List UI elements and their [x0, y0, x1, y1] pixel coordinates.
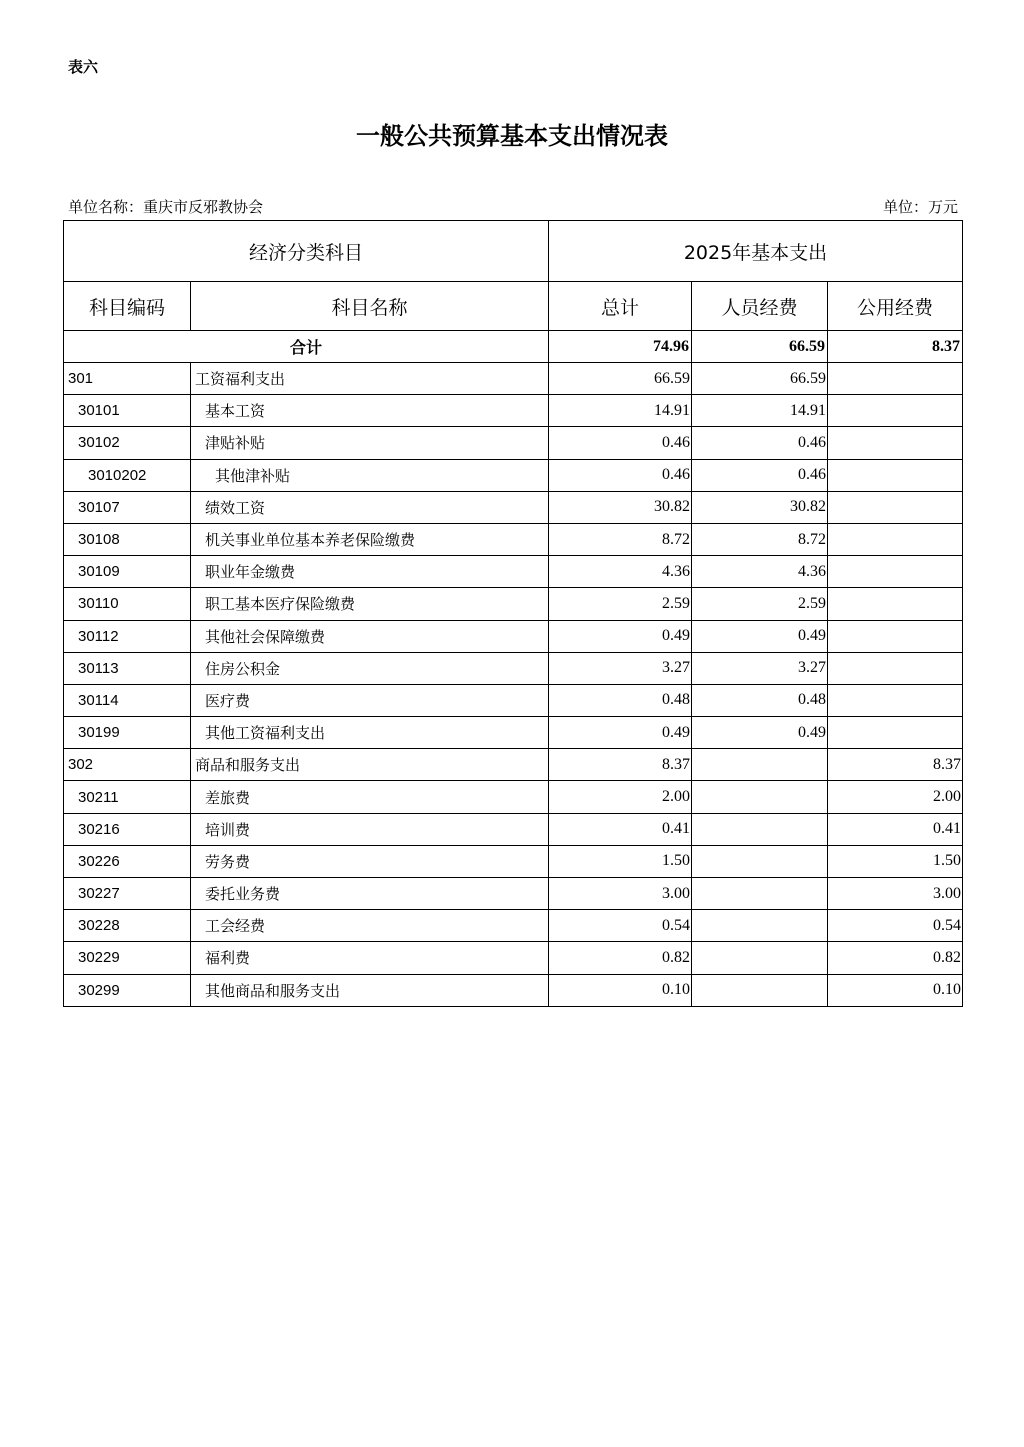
- header-basic-expenditure: 2025年基本支出: [549, 221, 963, 282]
- row-public: [828, 556, 963, 588]
- row-total: 1.50: [549, 845, 692, 877]
- row-personnel: 0.49: [692, 620, 828, 652]
- table-row: [64, 684, 963, 716]
- row-total: 8.72: [549, 523, 692, 555]
- header-code: 科目编码: [64, 282, 191, 331]
- row-total: 30.82: [549, 491, 692, 523]
- row-code: 30229: [64, 942, 191, 974]
- row-public: 3.00: [828, 878, 963, 910]
- row-code: 30109: [64, 556, 191, 588]
- row-personnel: 0.48: [692, 684, 828, 716]
- row-code: 30113: [64, 652, 191, 684]
- row-code: 30199: [64, 717, 191, 749]
- row-total: 0.46: [549, 427, 692, 459]
- total-public: 8.37: [828, 331, 963, 363]
- row-name: 机关事业单位基本养老保险缴费: [191, 523, 549, 555]
- row-total: 0.41: [549, 813, 692, 845]
- header-total: 总计: [549, 282, 692, 331]
- table-row: [64, 813, 963, 845]
- row-name: 其他社会保障缴费: [191, 620, 549, 652]
- header-columns-row: [64, 282, 963, 331]
- row-name: 其他津补贴: [191, 459, 549, 491]
- table-row: [64, 845, 963, 877]
- table-row: [64, 749, 963, 781]
- table-row: [64, 427, 963, 459]
- row-total: 0.54: [549, 910, 692, 942]
- row-name: 其他商品和服务支出: [191, 974, 549, 1006]
- row-code: 30110: [64, 588, 191, 620]
- table-row: [64, 878, 963, 910]
- row-total: 66.59: [549, 363, 692, 395]
- row-personnel: 0.46: [692, 427, 828, 459]
- row-public: [828, 427, 963, 459]
- table-row: [64, 523, 963, 555]
- row-personnel: [692, 845, 828, 877]
- row-personnel: [692, 781, 828, 813]
- row-name: 绩效工资: [191, 491, 549, 523]
- row-code: 30228: [64, 910, 191, 942]
- row-name: 住房公积金: [191, 652, 549, 684]
- row-name: 委托业务费: [191, 878, 549, 910]
- row-code: 30114: [64, 684, 191, 716]
- row-name: 基本工资: [191, 395, 549, 427]
- table-row: [64, 620, 963, 652]
- total-personnel: 66.59: [692, 331, 828, 363]
- table-row: [64, 781, 963, 813]
- row-code: 30226: [64, 845, 191, 877]
- row-total: 3.27: [549, 652, 692, 684]
- header-economic-classification: 经济分类科目: [64, 221, 549, 282]
- row-total: 8.37: [549, 749, 692, 781]
- row-code: 3010202: [64, 459, 191, 491]
- row-total: 3.00: [549, 878, 692, 910]
- row-name: 其他工资福利支出: [191, 717, 549, 749]
- page-title: 一般公共预算基本支出情况表: [356, 121, 668, 150]
- row-code: 30216: [64, 813, 191, 845]
- row-personnel: 2.59: [692, 588, 828, 620]
- unit-name: 单位名称：重庆市反邪教协会: [68, 198, 264, 216]
- row-public: [828, 459, 963, 491]
- row-name: 医疗费: [191, 684, 549, 716]
- row-personnel: [692, 942, 828, 974]
- row-personnel: [692, 974, 828, 1006]
- row-public: 8.37: [828, 749, 963, 781]
- row-total: 0.49: [549, 717, 692, 749]
- budget-table: [63, 220, 963, 1007]
- row-personnel: 66.59: [692, 363, 828, 395]
- row-public: [828, 620, 963, 652]
- table-row: [64, 910, 963, 942]
- row-total: 0.49: [549, 620, 692, 652]
- row-total: 4.36: [549, 556, 692, 588]
- row-public: [828, 523, 963, 555]
- table-row: [64, 974, 963, 1006]
- row-public: [828, 491, 963, 523]
- row-name: 劳务费: [191, 845, 549, 877]
- header-personnel: 人员经费: [692, 282, 828, 331]
- row-public: 0.54: [828, 910, 963, 942]
- table-row: [64, 588, 963, 620]
- row-personnel: [692, 813, 828, 845]
- row-public: [828, 717, 963, 749]
- row-public: 2.00: [828, 781, 963, 813]
- row-name: 差旅费: [191, 781, 549, 813]
- row-code: 30112: [64, 620, 191, 652]
- total-row: [64, 331, 963, 363]
- row-total: 0.82: [549, 942, 692, 974]
- row-personnel: 0.49: [692, 717, 828, 749]
- row-code: 30211: [64, 781, 191, 813]
- row-code: 30107: [64, 491, 191, 523]
- row-code: 30299: [64, 974, 191, 1006]
- row-name: 培训费: [191, 813, 549, 845]
- row-personnel: 4.36: [692, 556, 828, 588]
- row-personnel: 14.91: [692, 395, 828, 427]
- row-public: [828, 395, 963, 427]
- table-row: [64, 395, 963, 427]
- table-number: 表六: [68, 58, 99, 76]
- row-name: 工会经费: [191, 910, 549, 942]
- row-total: 2.00: [549, 781, 692, 813]
- row-personnel: 8.72: [692, 523, 828, 555]
- row-code: 30102: [64, 427, 191, 459]
- row-code: 30227: [64, 878, 191, 910]
- header-public: 公用经费: [828, 282, 963, 331]
- row-total: 0.10: [549, 974, 692, 1006]
- row-personnel: 0.46: [692, 459, 828, 491]
- row-public: [828, 684, 963, 716]
- unit-label: 单位：万元: [882, 198, 958, 216]
- row-name: 职工基本医疗保险缴费: [191, 588, 549, 620]
- table-row: [64, 942, 963, 974]
- total-label: 合计: [64, 331, 549, 363]
- table-row: [64, 459, 963, 491]
- row-name: 商品和服务支出: [191, 749, 549, 781]
- row-total: 0.48: [549, 684, 692, 716]
- row-code: 30101: [64, 395, 191, 427]
- row-personnel: [692, 878, 828, 910]
- header-group-row: [64, 221, 963, 282]
- row-name: 津贴补贴: [191, 427, 549, 459]
- row-total: 0.46: [549, 459, 692, 491]
- table-row: [64, 556, 963, 588]
- row-name: 工资福利支出: [191, 363, 549, 395]
- row-code: 30108: [64, 523, 191, 555]
- row-name: 职业年金缴费: [191, 556, 549, 588]
- table-row: [64, 491, 963, 523]
- row-name: 福利费: [191, 942, 549, 974]
- row-public: [828, 652, 963, 684]
- row-personnel: 3.27: [692, 652, 828, 684]
- table-row: [64, 717, 963, 749]
- table-row: [64, 363, 963, 395]
- row-public: 0.41: [828, 813, 963, 845]
- total-sum: 74.96: [549, 331, 692, 363]
- row-public: 1.50: [828, 845, 963, 877]
- row-code: 301: [64, 363, 191, 395]
- row-personnel: [692, 749, 828, 781]
- row-personnel: 30.82: [692, 491, 828, 523]
- row-public: [828, 363, 963, 395]
- row-public: [828, 588, 963, 620]
- row-public: 0.82: [828, 942, 963, 974]
- row-total: 2.59: [549, 588, 692, 620]
- header-name: 科目名称: [191, 282, 549, 331]
- row-public: 0.10: [828, 974, 963, 1006]
- table-row: [64, 652, 963, 684]
- row-total: 14.91: [549, 395, 692, 427]
- row-personnel: [692, 910, 828, 942]
- row-code: 302: [64, 749, 191, 781]
